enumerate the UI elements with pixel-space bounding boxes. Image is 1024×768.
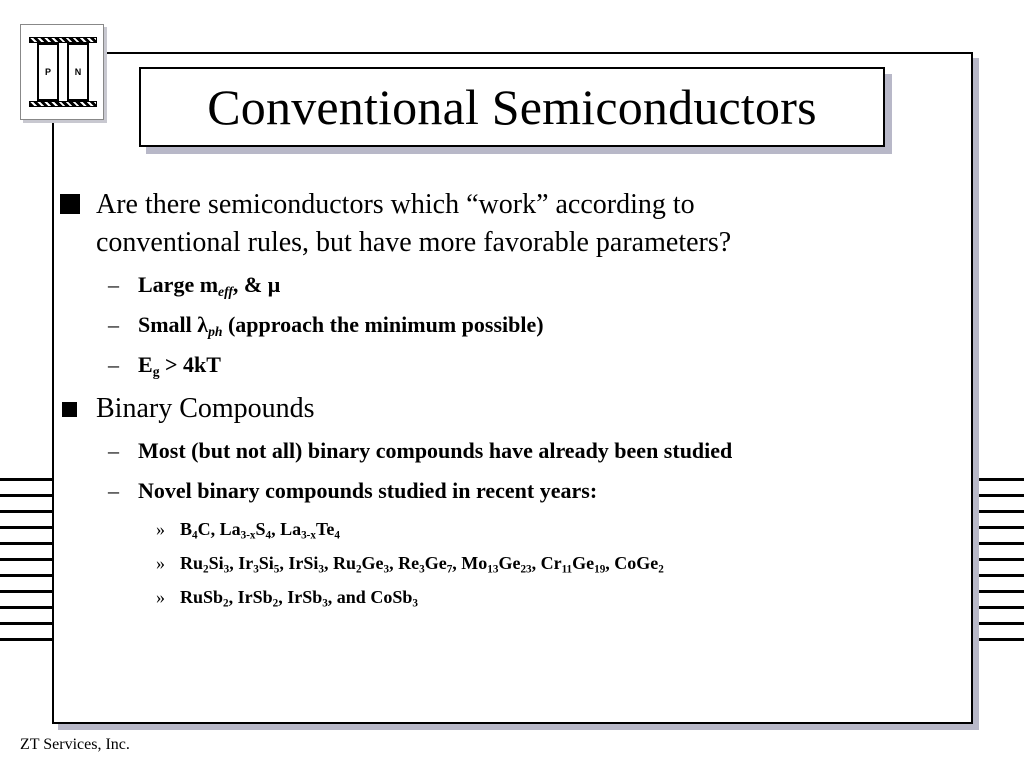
formula-text: RuSb (180, 587, 224, 607)
formula-text: , IrSb (278, 587, 323, 607)
sub-bullet-small-lambda: – Small $\lambda_{ph}$ (approach the minimum possible) (108, 312, 544, 340)
bullet1-line2: conventional rules, but have more favorable parameters? (96, 227, 732, 258)
formula-subscript: 7 (446, 563, 453, 576)
formula-text: , IrSb (228, 587, 273, 607)
sub-bullet-most-studied: – Most (but not all) binary compounds have already been studied (60, 436, 960, 466)
formula-subscript: 2 (355, 563, 362, 576)
dash-bullet-icon: – (108, 272, 119, 297)
formula-text: , and CoSb (327, 587, 413, 607)
bullet-semiconductors-question (60, 186, 960, 262)
formula-subscript: 3 (412, 597, 418, 610)
sub-bullet-novel-compounds: – Novel binary compounds studied in recent years: (60, 476, 960, 506)
dash-bullet-icon: – (108, 312, 119, 337)
formula-text: , Ir (229, 553, 254, 573)
formula-text: Ru (180, 553, 204, 573)
formula-subscript: 19 (594, 563, 606, 576)
raquo-bullet-icon: » (156, 519, 165, 539)
logo-n-leg: N (67, 43, 89, 101)
formula-text: , La (271, 519, 302, 539)
formula-text: , Ru (323, 553, 356, 573)
formula-subscript: 4 (265, 529, 272, 542)
slide-content (60, 186, 960, 618)
raquo-bullet-icon: » (156, 553, 165, 573)
footer-company: ZT Services, Inc. (20, 736, 130, 753)
sub-bullet-large-meff: – Large $m_{eff}$, & μ (108, 272, 281, 300)
formula-text: Ge (498, 553, 521, 573)
formula-text: S (255, 519, 266, 539)
formula-subscript: 11 (561, 563, 573, 576)
dash-bullet-icon: – (108, 352, 119, 377)
formula-text: Si (258, 553, 274, 573)
formula-text: B (180, 519, 193, 539)
formula-subscript: 2 (658, 563, 664, 576)
formula-text: , CoGe (605, 553, 659, 573)
formula-subscript: 13 (487, 563, 499, 576)
formula-subscript: 3-x (240, 529, 256, 542)
right-stripes-decoration (978, 478, 1024, 654)
formula-subscript: 4 (334, 529, 340, 542)
bullet2-text: Binary Compounds (96, 393, 315, 424)
square-bullet-icon (60, 194, 80, 214)
square-bullet-icon (62, 402, 77, 417)
title-box (139, 67, 885, 147)
formula-text: , IrSi (279, 553, 319, 573)
formula-text: , Mo (452, 553, 488, 573)
formula-subscript: 2 (272, 597, 279, 610)
formula-subscript: 4 (192, 529, 198, 542)
formula-text: , Re (389, 553, 420, 573)
formula-text: , Cr (531, 553, 562, 573)
formula-subscript: 3-x (301, 529, 316, 542)
logo-p-leg: P (37, 43, 59, 101)
formula-subscript: 3 (318, 563, 324, 576)
formula-subscript: 5 (273, 563, 280, 576)
compound-list-2 (60, 550, 960, 576)
formula-subscript: 3 (322, 597, 328, 610)
bullet1-line1: Are there semiconductors which “work” according to (96, 189, 695, 220)
compound-list-1 (60, 516, 960, 542)
compound-list-3 (60, 584, 960, 610)
formula-text: C, La (197, 519, 241, 539)
formula-subscript: 3 (419, 563, 425, 576)
formula-subscript: 2 (203, 563, 209, 576)
formula-text: Ge (572, 553, 595, 573)
logo-bottom-plate (29, 101, 97, 107)
formula-text: Ge (424, 553, 447, 573)
formula-subscript: 3 (223, 563, 230, 576)
formula-text: Si (208, 553, 224, 573)
formula-text: Ge (361, 553, 384, 573)
raquo-bullet-icon: » (156, 587, 165, 607)
formula-subscript: 3 (383, 563, 390, 576)
formula-subscript: 2 (223, 597, 229, 610)
formula-subscript: 23 (520, 563, 532, 576)
thermoelectric-logo (20, 24, 104, 120)
left-stripes-decoration (0, 478, 52, 654)
dash-bullet-icon: – (108, 478, 119, 503)
sub-bullet-bandgap: – $E_g > 4kT$ (108, 352, 221, 380)
slide-title: Conventional Semiconductors (207, 79, 817, 135)
formula-subscript: 3 (253, 563, 259, 576)
formula-text: Te (315, 519, 335, 539)
bullet-binary-compounds (60, 390, 960, 428)
dash-bullet-icon: – (108, 438, 119, 463)
